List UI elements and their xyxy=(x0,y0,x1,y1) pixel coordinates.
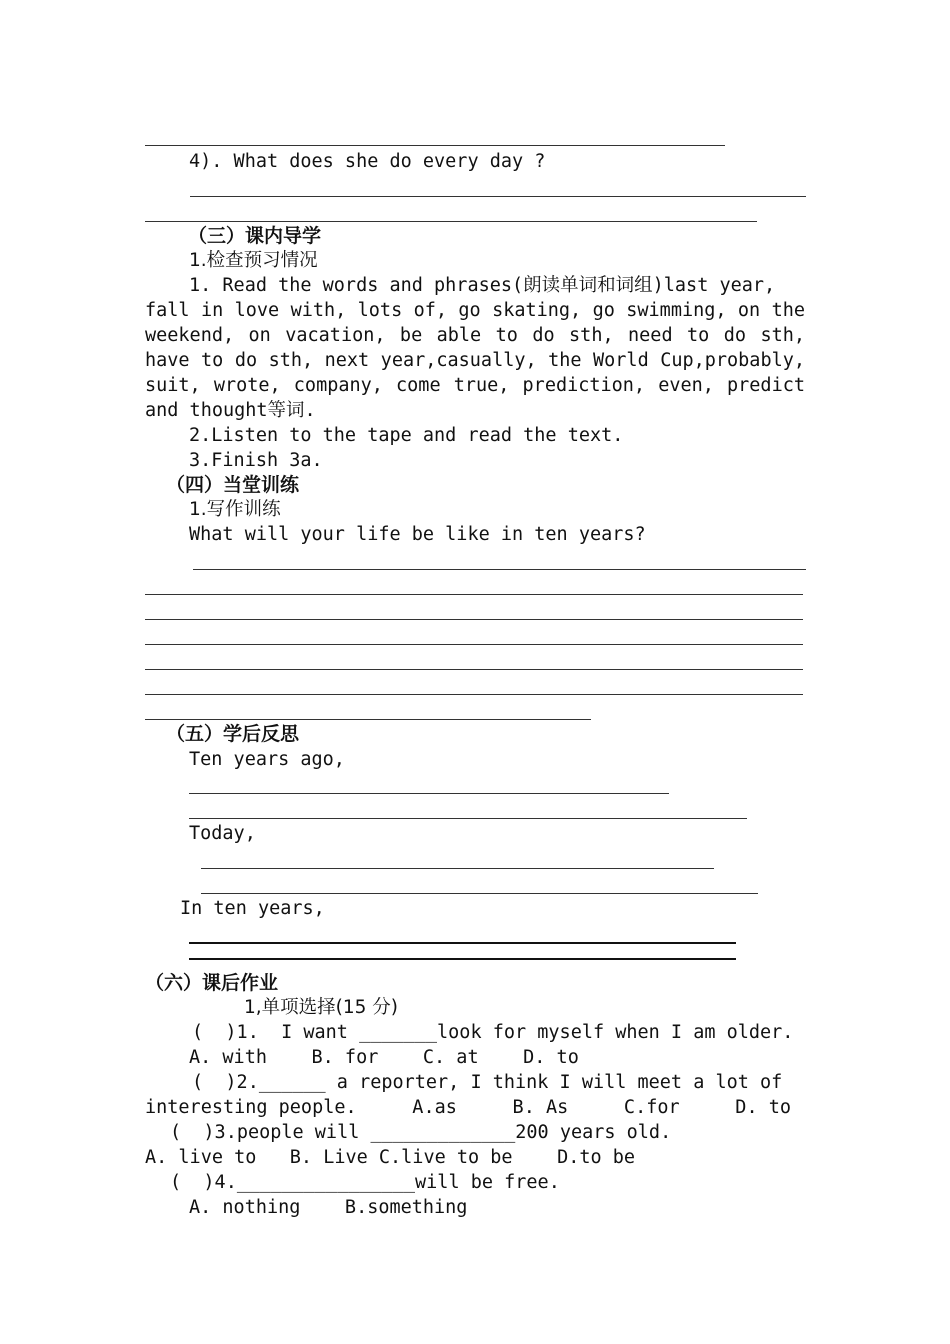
read-intro: 1. Read the words and phrases(朗读单词和词组)last year, xyxy=(189,275,776,296)
in-ten-years: In ten years, xyxy=(180,898,325,919)
answer-line xyxy=(189,958,736,960)
today: Today, xyxy=(189,823,256,844)
answer-line xyxy=(190,196,806,197)
section-4-sub1: 1.写作训练 xyxy=(189,499,281,520)
section-5-title: （五）学后反思 xyxy=(166,723,300,745)
section-3-sub1: 1.检查预习情况 xyxy=(189,250,318,271)
section-3-title: （三）课内导学 xyxy=(188,225,322,247)
answer-line xyxy=(145,644,803,645)
read-line: fall in love with, lots of, go skating, go swimming, on the xyxy=(145,300,805,321)
answer-line xyxy=(145,719,591,720)
section-6-sub1: 1,单项选择(15 分) xyxy=(244,997,399,1018)
answer-line xyxy=(145,619,803,620)
answer-line xyxy=(193,569,806,570)
listen-task: 2.Listen to the tape and read the text. xyxy=(189,425,624,446)
mc-options-1: A. with B. for C. at D. to xyxy=(189,1047,579,1068)
answer-line xyxy=(145,694,803,695)
mc-options-3: A. live to B. Live C.live to be D.to be xyxy=(145,1147,636,1168)
mc-question-2: ( )2.______ a reporter, I think I will meet a lot of xyxy=(192,1072,783,1093)
section-4-title: （四）当堂训练 xyxy=(166,474,300,496)
answer-line xyxy=(189,793,669,794)
ten-years-ago: Ten years ago, xyxy=(189,749,345,770)
answer-line xyxy=(189,818,747,819)
mc-question-4: ( )4.________________will be free. xyxy=(170,1172,560,1193)
answer-line xyxy=(145,594,803,595)
read-list xyxy=(145,298,805,423)
writing-prompt: What will your life be like in ten years? xyxy=(189,524,646,545)
answer-line xyxy=(145,145,725,146)
mc-options-4: A. nothing B.something xyxy=(189,1197,468,1218)
mc-question-1: ( )1. I want _______look for myself when I am older. xyxy=(192,1022,794,1043)
question-4: 4). What does she do every day ? xyxy=(189,151,546,172)
finish-task: 3.Finish 3a. xyxy=(189,450,323,471)
read-line: and thought等词. xyxy=(145,400,316,421)
read-line: have to do sth, next year,casually, the World Cup,probably, xyxy=(145,350,805,371)
answer-line xyxy=(145,221,757,222)
read-line: suit, wrote, company, come true, prediction, even, predict xyxy=(145,375,805,396)
section-6-title: （六）课后作业 xyxy=(145,972,279,994)
read-line: weekend, on vacation, be able to do sth, need to do sth, xyxy=(145,325,805,346)
answer-line xyxy=(145,669,803,670)
answer-line xyxy=(201,893,758,894)
mc-question-2-cont: interesting people. A.as B. As C.for D. to xyxy=(145,1097,792,1118)
answer-line xyxy=(201,868,714,869)
mc-question-3: ( )3.people will _____________200 years old. xyxy=(170,1122,672,1143)
answer-line xyxy=(189,942,736,944)
